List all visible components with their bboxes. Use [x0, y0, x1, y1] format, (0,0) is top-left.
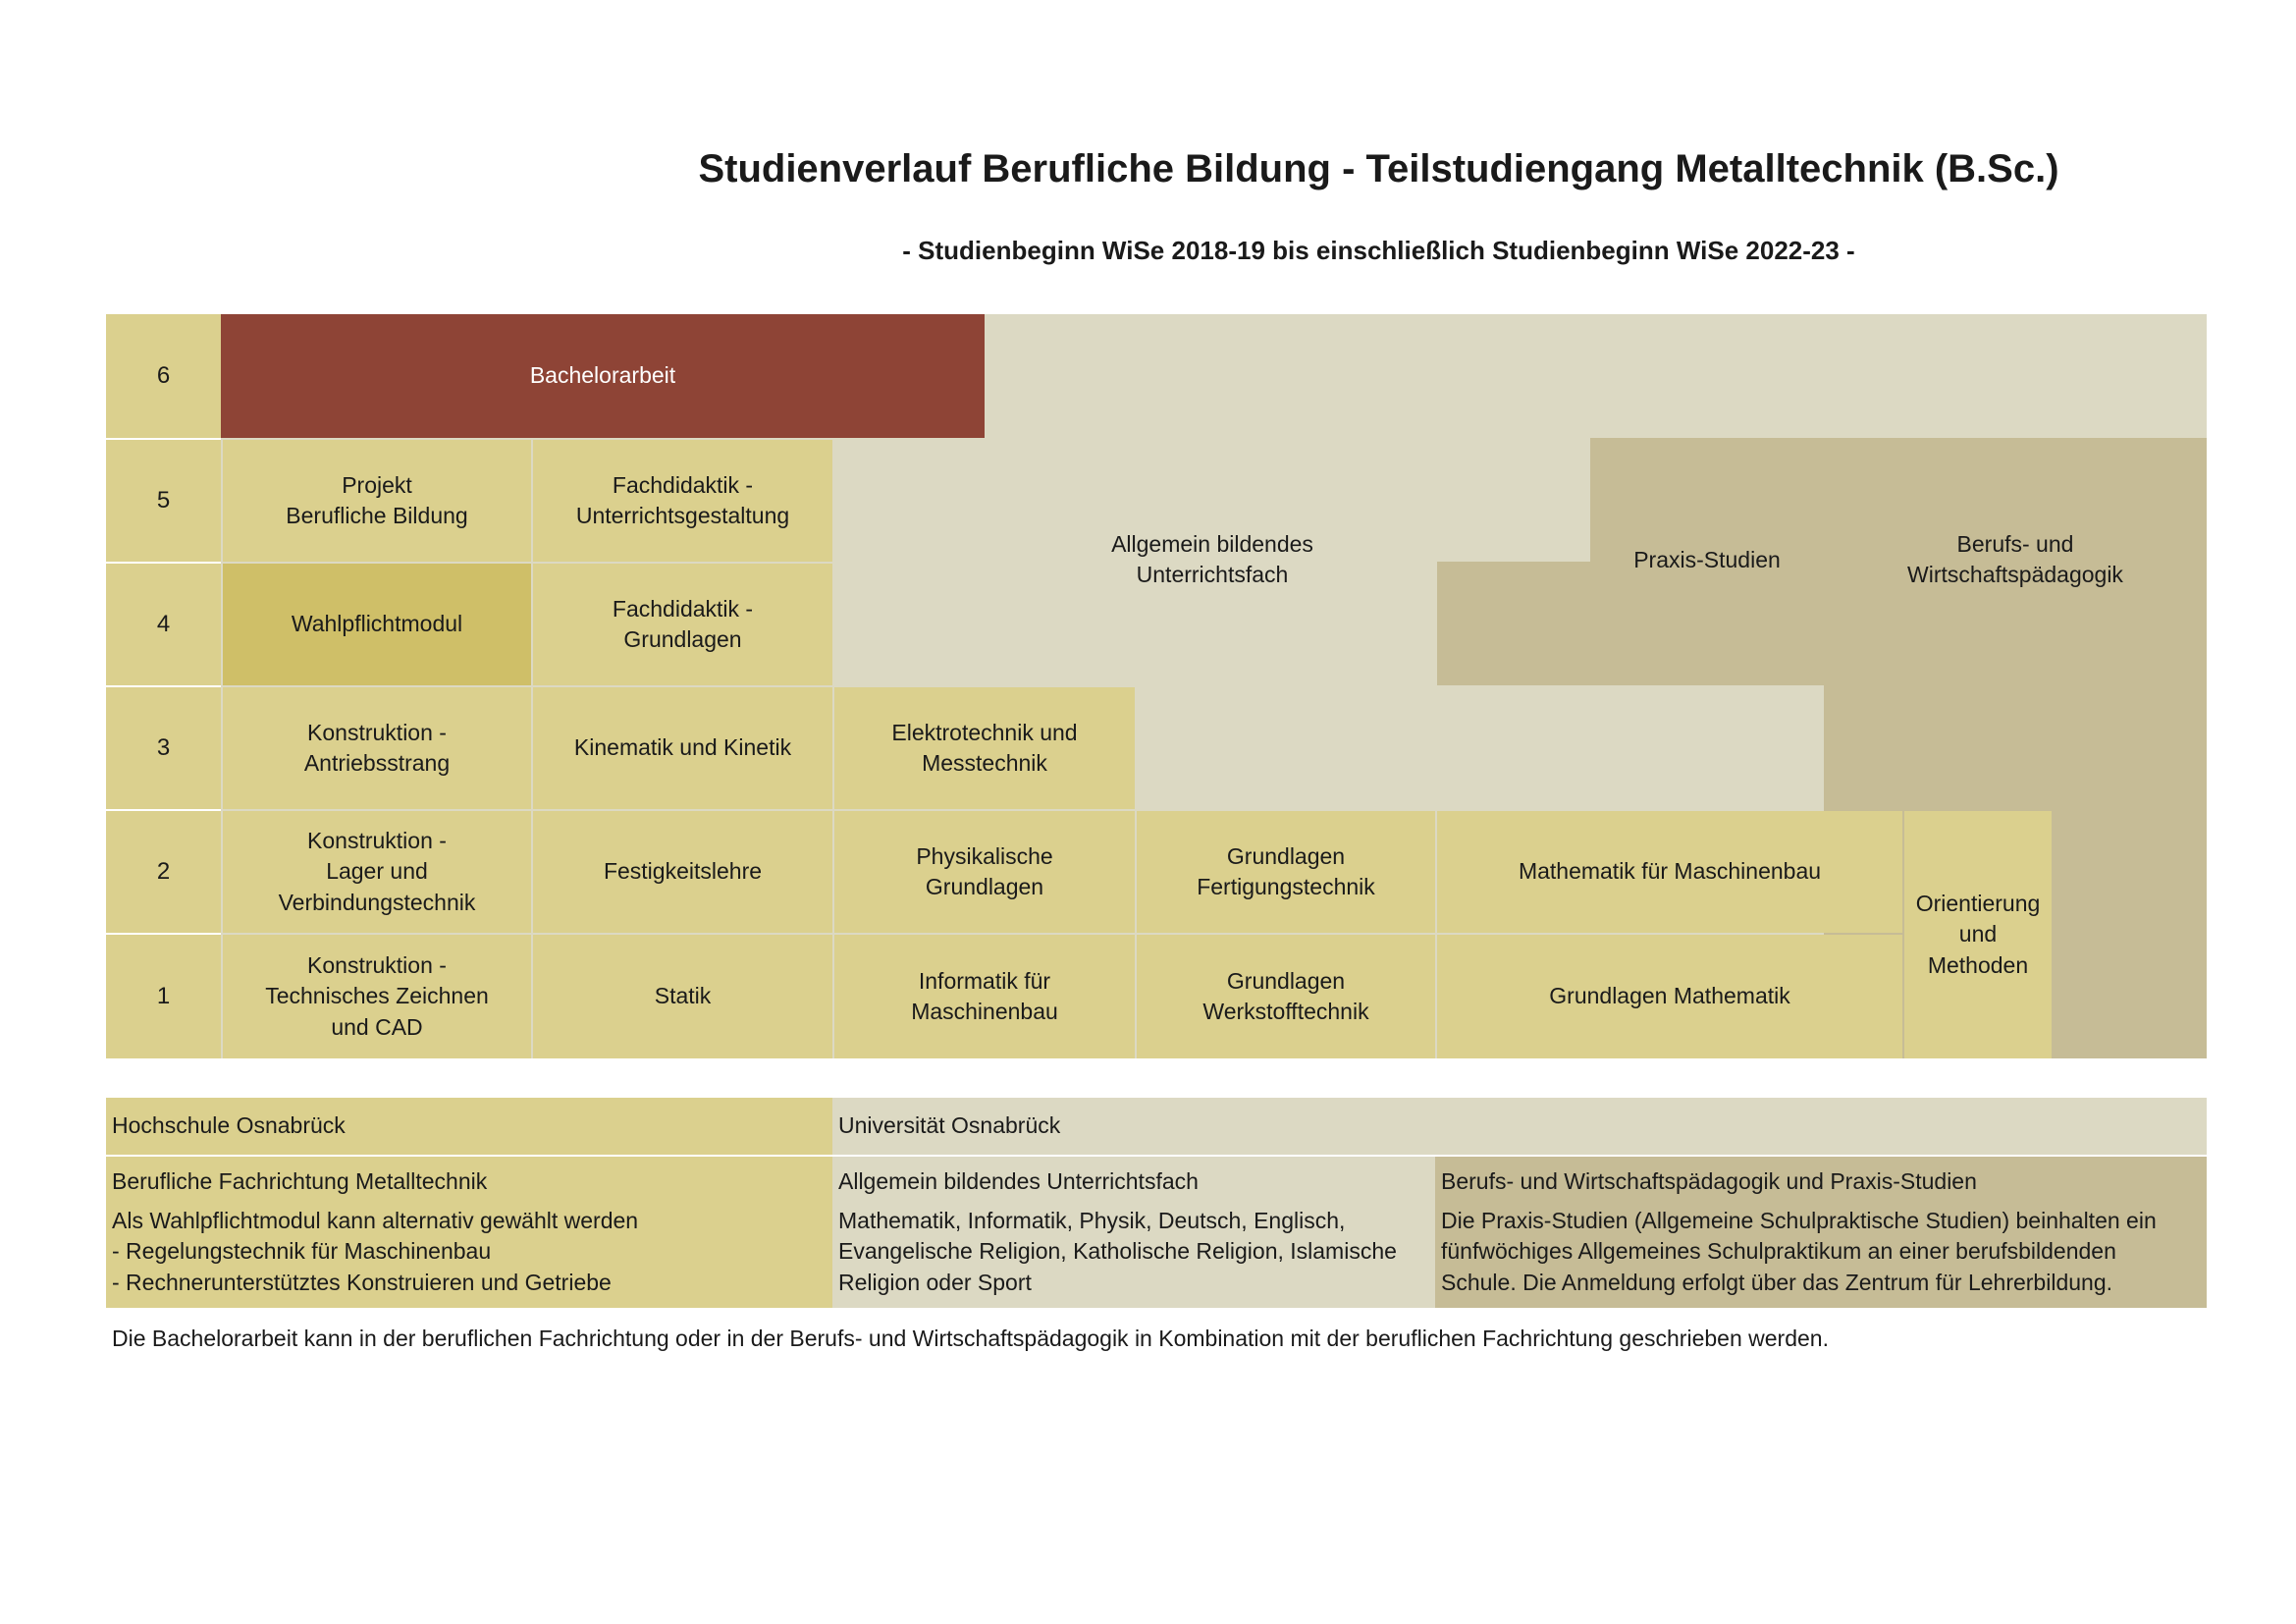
module-statik: Statik	[533, 935, 832, 1058]
semester-1: 1	[106, 933, 221, 1058]
module-grundlagen-fertigungstechnik: Grundlagen Fertigungstechnik	[1137, 811, 1435, 933]
legend-footnote: Die Bachelorarbeit kann in der beruflichen Fachrichtung oder in der Berufs- und Wirtschaftspädagogik in Kombination mit der beruflichen Fachrichtung geschrieben werden.	[112, 1326, 1829, 1351]
legend-col-bwp-praxis-text: Die Praxis-Studien (Allgemeine Schulpraktische Studien) beinhalten ein fünfwöchiges Allgemeines Schulpraktikum an einer berufsbildenden Schule. Die Anmeldung erfolgt über das Zentrum für Lehrerbildung.	[1441, 1207, 2157, 1296]
legend-col-bwp-praxis-title: Berufs- und Wirtschaftspädagogik und Praxis-Studien	[1441, 1168, 1977, 1194]
module-fachdidaktik-unterrichtsgestaltung: Fachdidaktik - Unterrichtsgestaltung	[533, 440, 832, 562]
page-subtitle: - Studienbeginn WiSe 2018-19 bis einschließlich Studienbeginn WiSe 2022-23 -	[902, 236, 1855, 265]
module-orientierung-methoden: Orientierung und Methoden	[1904, 811, 2052, 1058]
legend-col-fachrichtung-title: Berufliche Fachrichtung Metalltechnik	[112, 1168, 488, 1194]
module-kinematik-kinetik: Kinematik und Kinetik	[533, 687, 832, 809]
module-physikalische-grundlagen: Physikalische Grundlagen	[834, 811, 1135, 933]
page-title: Studienverlauf Berufliche Bildung - Teilstudiengang Metalltechnik (B.Sc.)	[698, 147, 2059, 190]
module-mathematik-maschinenbau: Mathematik für Maschinenbau	[1437, 811, 1902, 933]
legend-col-unterrichtsfach-text: Mathematik, Informatik, Physik, Deutsch, Englisch, Evangelische Religion, Katholische Religion, Islamische Religion oder Sport	[838, 1207, 1397, 1296]
module-konstruktion-technisches-zeichnen: Konstruktion - Technisches Zeichnen und CAD	[223, 935, 531, 1058]
module-festigkeitslehre: Festigkeitslehre	[533, 811, 832, 933]
label-allgemein-bildendes-unterrichtsfach: Allgemein bildendes Unterrichtsfach	[1111, 530, 1313, 587]
legend-hochschule-header: Hochschule Osnabrück	[106, 1098, 832, 1155]
region-bwp-gap	[1824, 314, 2207, 438]
module-grundlagen-mathematik: Grundlagen Mathematik	[1437, 935, 1902, 1058]
module-informatik-maschinenbau: Informatik für Maschinenbau	[834, 935, 1135, 1058]
label-praxis-studien: Praxis-Studien	[1633, 547, 1781, 573]
module-elektrotechnik-messtechnik: Elektrotechnik und Messtechnik	[834, 687, 1135, 809]
semester-6: 6	[106, 314, 221, 438]
module-grundlagen-werkstofftechnik: Grundlagen Werkstofftechnik	[1137, 935, 1435, 1058]
legend-col-unterrichtsfach	[832, 1157, 1435, 1308]
legend-col-fachrichtung-text: Als Wahlpflichtmodul kann alternativ gewählt werden - Regelungstechnik für Maschinenbau - Rechnerunterstütztes Konstruieren und Getriebe	[112, 1207, 639, 1296]
semester-4: 4	[106, 562, 221, 685]
semester-2: 2	[106, 809, 221, 933]
semester-3: 3	[106, 685, 221, 809]
module-wahlpflichtmodul: Wahlpflichtmodul	[223, 564, 531, 685]
legend-universitaet-header: Universität Osnabrück	[832, 1098, 2207, 1155]
legend-col-fachrichtung	[106, 1157, 832, 1308]
module-konstruktion-antriebsstrang: Konstruktion - Antriebsstrang	[223, 687, 531, 809]
module-bachelorarbeit: Bachelorarbeit	[221, 314, 985, 438]
module-projekt-berufliche-bildung: Projekt Berufliche Bildung	[223, 440, 531, 562]
module-fachdidaktik-grundlagen: Fachdidaktik - Grundlagen	[533, 564, 832, 685]
label-berufs-wirtschaftspaedagogik: Berufs- und Wirtschaftspädagogik	[1907, 530, 2123, 587]
module-konstruktion-lager-verbindungstechnik: Konstruktion - Lager und Verbindungstechnik	[223, 811, 531, 933]
legend-col-unterrichtsfach-title: Allgemein bildendes Unterrichtsfach	[838, 1168, 1199, 1194]
legend-col-bwp-praxis	[1435, 1157, 2207, 1308]
semester-5: 5	[106, 438, 221, 562]
